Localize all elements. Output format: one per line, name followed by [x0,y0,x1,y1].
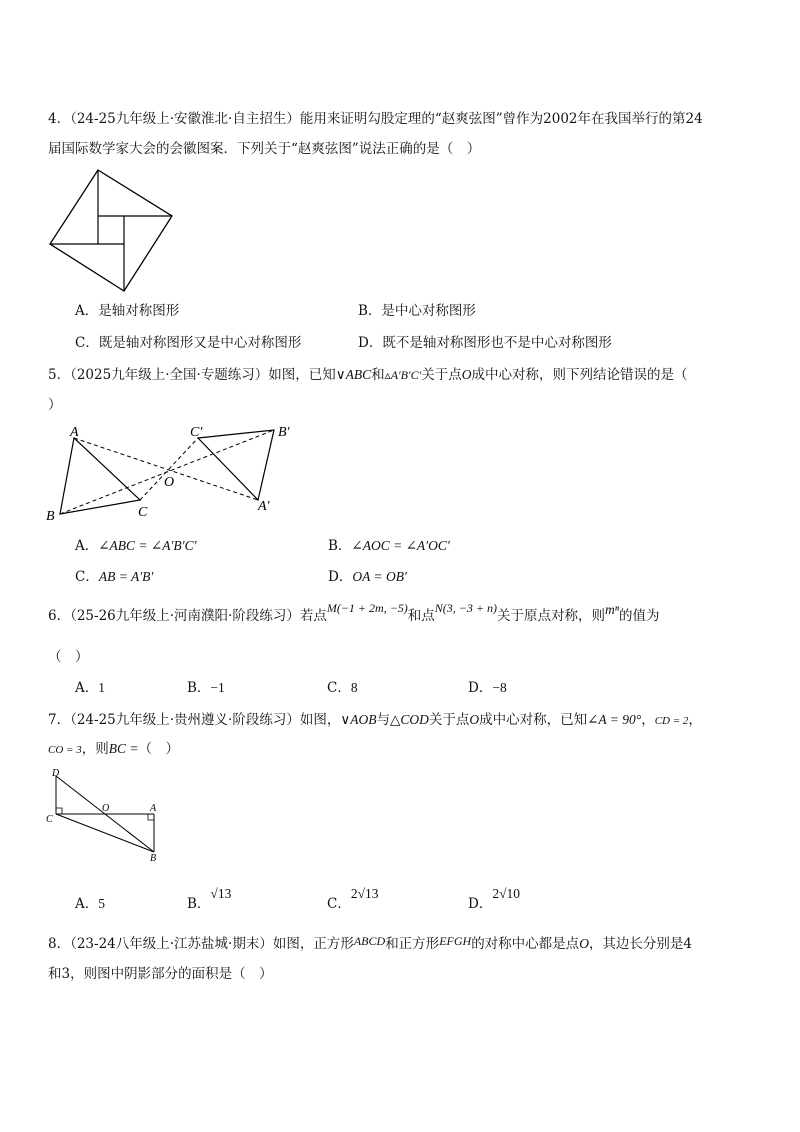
q4-option-b[interactable]: B．是中心对称图形 [358,303,476,319]
q6-option-d-value: −8 [492,680,507,695]
q7-comma: ， [641,712,655,728]
q5-triangle-abc: ∨ABC [335,367,372,382]
q4-option-d[interactable]: D．既不是轴对称图形也不是中心对称图形 [358,335,612,351]
q8-text-pre: 8．（23-24八年级上·江苏盐城·期末）如图，正方形 [48,936,354,952]
q5-label-b: B [46,509,55,524]
q7-text-post4: （ ） [138,741,179,757]
q5-option-c[interactable] [75,568,153,586]
q7-option-c-value: 2√13 [350,886,379,901]
q7-text-pre: 7．（24-25九年级上·贵州遵义·阶段练习）如图， [48,712,341,728]
q5-label-o: O [164,475,175,490]
q7-line2 [48,740,179,759]
q6-point-m: M(−1 + 2m, −5) [326,601,408,615]
q5-label-a2: A′ [258,499,270,514]
q6-option-b-value: −1 [210,680,225,695]
q5-line2: ） [48,397,62,413]
zhao-shuang-figure [48,168,176,294]
q5-text-post: 关于点 [421,367,462,383]
q8-square-abcd: ABCD [353,934,386,948]
q7-option-d[interactable] [468,886,520,913]
q7-label-a: A [150,803,157,814]
q7-label-c: C [46,814,53,825]
q6-line2: （ ） [48,649,89,665]
q6-text-post: 关于原点对称，则 [497,608,605,624]
q6-option-c-value: 8 [350,680,358,695]
q7-co-value: CO = 3 [48,744,82,756]
q7-option-b-value: √13 [210,886,232,901]
q5-text-pre: 5．（2025九年级上·全国·专题练习）如图，已知 [48,367,336,383]
q7-bc: BC = [108,741,139,756]
q8-line2: 和3，则图中阴影部分的面积是（ ） [48,966,273,982]
q5-line1 [48,366,687,384]
q6-text-mid: 和点 [407,608,435,624]
q6-option-b-letter: B． [187,680,211,696]
q7-label-o: O [102,803,110,814]
q7-option-c[interactable] [327,886,379,913]
q5-option-c-math: AB = A′B′ [98,569,154,584]
q7-text-post: 关于点 [428,712,470,728]
q8-point-o: O [579,936,589,951]
q7-option-a-letter: A． [75,896,99,912]
q7-option-a[interactable] [75,895,105,913]
q5-triangle-a2b2c2: ▵A′B′C′ [384,368,422,382]
q5-label-c: C [138,505,148,520]
q6-option-a[interactable] [75,679,105,697]
q6-option-d-letter: D． [468,680,493,696]
q5-option-d[interactable] [328,568,407,586]
q7-angle-a: ∠A = 90° [587,712,642,727]
q7-cd-value: CD = 2 [654,715,689,727]
q7-comma2: ， [688,712,702,728]
q7-option-d-value: 2√10 [492,886,520,901]
q6-text-post2: 的值为 [619,608,660,624]
q6-point-n: N(3, −3 + n) [434,601,497,615]
q8-line1 [48,935,692,953]
q5-option-d-math: OA = OB′ [352,569,407,584]
q5-option-a[interactable] [75,537,197,555]
q5-text-post2: 成中心对称，则下列结论错误的是（ [471,367,688,383]
q8-text-post2: ，其边长分别是4 [588,936,693,952]
q7-text-post3: ，则 [81,741,109,757]
q8-text-post: 的对称中心都是点 [471,936,580,952]
q5-point-o: O [461,367,472,382]
q5-option-b-math: ∠AOC = ∠A′OC′ [351,538,450,553]
q5-text-mid: 和 [371,367,385,383]
q5-figure [40,420,310,525]
q5-label-a: A [70,425,79,440]
q6-option-a-value: 1 [98,680,105,695]
q4-option-a[interactable]: A．是轴对称图形 [75,303,180,319]
q6-option-d[interactable] [468,679,507,697]
q6-option-b[interactable] [187,679,225,697]
q7-option-a-value: 5 [98,896,105,911]
q6-text-pre: 6．（25-26九年级上·河南濮阳·阶段练习）若点 [48,608,327,624]
q7-triangle-cod: △COD [389,712,429,727]
q7-label-d: D [52,768,60,779]
q5-option-d-letter: D． [328,569,353,585]
q4-line2: 届国际数学家大会的会徽图案．下列关于“赵爽弦图”说法正确的是（ ） [48,141,481,157]
q6-m-power-n: mⁿ [605,602,620,617]
q8-square-efgh: EFGH [439,934,472,948]
q5-option-a-letter: A． [75,538,99,554]
q4-option-c[interactable]: C．既是轴对称图形又是中心对称图形 [75,335,302,351]
q5-label-c2: C′ [190,425,203,440]
q7-line1 [48,711,702,730]
q4-line1: 4．（24-25九年级上·安徽淮北·自主招生）能用来证明勾股定理的“赵爽弦图”曾作为2002年在我国举行的第24 [48,111,703,127]
q7-label-b: B [150,853,157,862]
q7-text-mid: 与 [376,712,390,728]
q6-option-a-letter: A． [75,680,99,696]
q6-option-c-letter: C． [327,680,351,696]
q5-option-b[interactable] [328,537,450,555]
q7-triangle-aob: ∨AOB [340,712,377,727]
q7-text-post2: 成中心对称，已知 [479,712,588,728]
q5-option-c-letter: C． [75,569,99,585]
q5-option-b-letter: B． [328,538,352,554]
q8-text-mid: 和正方形 [385,936,440,952]
q6-option-c[interactable] [327,679,358,697]
q7-point-o: O [469,712,480,727]
q7-option-c-letter: C． [327,896,351,912]
q7-figure [44,766,174,862]
q5-label-b2: B′ [278,425,290,440]
q7-option-b[interactable] [187,886,232,913]
q7-option-d-letter: D． [468,896,493,912]
q6-line1 [48,601,660,625]
q7-option-b-letter: B． [187,896,211,912]
q5-option-a-math: ∠ABC = ∠A′B′C′ [98,538,197,553]
